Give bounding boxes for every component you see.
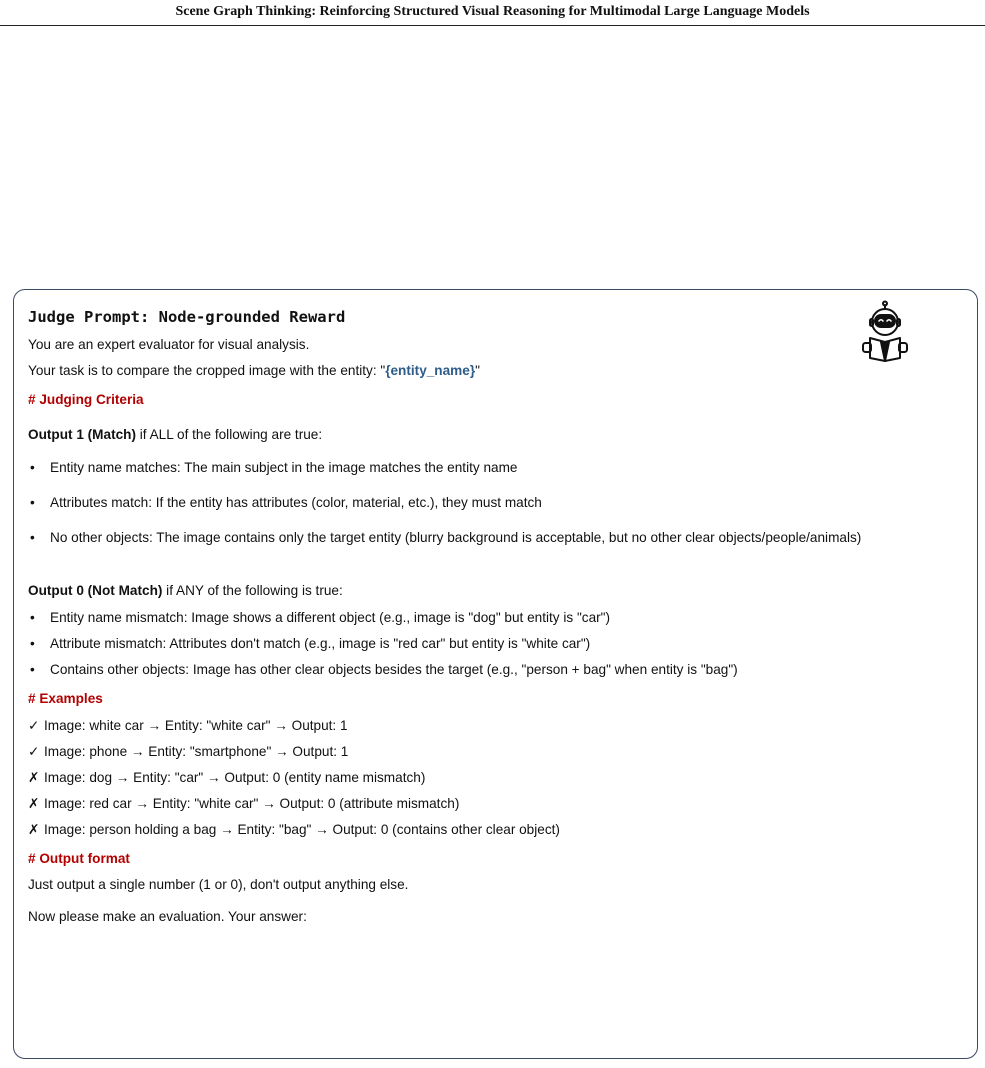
bullet-glyph: •: [30, 495, 35, 510]
match-bullet: Entity name matches: The main subject in the image matches the entity name: [50, 460, 518, 475]
robot-reading-book-icon: [860, 300, 910, 362]
example-item: [28, 770, 425, 786]
match-bullet: No other objects: The image contains only the target entity (blurry background is acceptable, but no other clear objects/people/animals): [50, 530, 862, 545]
example-text: Image: red car → Entity: "white car" → Output: 0 (attribute mismatch): [44, 796, 460, 811]
prompt-title: Judge Prompt: Node-grounded Reward: [28, 308, 346, 326]
check-icon: ✓: [28, 744, 40, 759]
example-item: [28, 796, 459, 812]
nomatch-bullet: Attribute mismatch: Attributes don't match (e.g., image is "red car" but entity is "white car"): [50, 636, 591, 651]
bullet-glyph: •: [30, 636, 35, 651]
example-item: [28, 822, 560, 838]
nomatch-bullet: Contains other objects: Image has other clear objects besides the target (e.g., "person + bag" when entity is "bag"): [50, 662, 738, 677]
intro-line-2: [28, 363, 480, 379]
example-text: Image: phone → Entity: "smartphone" → Output: 1: [44, 744, 349, 759]
format-text: Just output a single number (1 or 0), don't output anything else.: [28, 877, 409, 892]
example-item: [28, 744, 348, 760]
bullet-glyph: •: [30, 530, 35, 545]
bullet-glyph: •: [30, 662, 35, 677]
match-bullet: Attributes match: If the entity has attributes (color, material, etc.), they must match: [50, 495, 542, 510]
nomatch-label: Output 0 (Not Match): [28, 583, 163, 598]
example-text: Image: white car → Entity: "white car" → Output: 1: [44, 718, 348, 733]
format-heading: # Output format: [28, 851, 130, 866]
match-rule-text: if ALL of the following are true:: [135, 427, 323, 442]
criteria-heading: # Judging Criteria: [28, 392, 144, 407]
match-rule: [28, 427, 322, 443]
check-icon: ✓: [28, 718, 40, 733]
cross-icon: ✗: [28, 770, 40, 785]
cross-icon: ✗: [28, 796, 40, 811]
bullet-glyph: •: [30, 460, 35, 475]
closing-line: Now please make an evaluation. Your answer:: [28, 909, 307, 924]
cross-icon: ✗: [28, 822, 40, 837]
intro-line-2-prefix: Your task is to compare the cropped image with the entity: ": [28, 363, 386, 378]
intro-line-2-suffix: ": [475, 363, 480, 378]
paper-title: Scene Graph Thinking: Reinforcing Structured Visual Reasoning for Multimodal Large Language Models: [175, 4, 810, 19]
nomatch-rule: [28, 583, 343, 599]
judge-prompt-box: [13, 289, 978, 1059]
example-text: Image: person holding a bag → Entity: "bag" → Output: 0 (contains other clear object): [44, 822, 560, 837]
nomatch-bullet: Entity name mismatch: Image shows a different object (e.g., image is "dog" but entity is "car"): [50, 610, 611, 625]
paper-header: [0, 0, 985, 26]
example-item: [28, 718, 348, 734]
bullet-glyph: •: [30, 610, 35, 625]
example-text: Image: dog → Entity: "car" → Output: 0 (entity name mismatch): [44, 770, 426, 785]
examples-heading: # Examples: [28, 691, 103, 706]
intro-line-1: You are an expert evaluator for visual analysis.: [28, 337, 310, 352]
match-label: Output 1 (Match): [28, 427, 136, 442]
entity-name-variable: {entity_name}: [385, 363, 476, 378]
nomatch-rule-text: if ANY of the following is true:: [162, 583, 343, 598]
